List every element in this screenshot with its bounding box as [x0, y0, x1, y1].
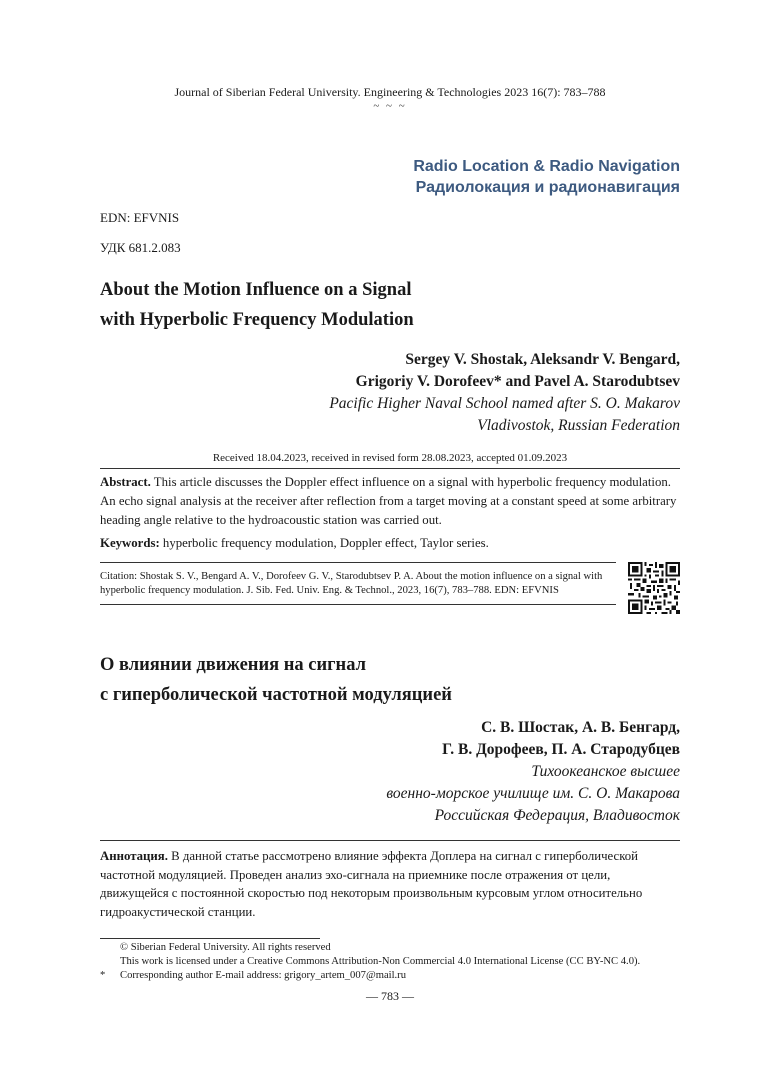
footnote-license: This work is licensed under a Creative Commons Attribution-Non Commercial 4.0 International License (CC BY-NC 4.0). — [120, 956, 641, 967]
header-ornament: ~ ~ ~ — [373, 100, 407, 112]
annotation-label: Аннотация. — [100, 849, 168, 863]
divider — [100, 468, 680, 469]
affiliation-ru-line3: Российская Федерация, Владивосток — [434, 807, 680, 824]
abstract-en — [100, 473, 680, 530]
authors-ru-line1: С. В. Шостак, А. В. Бенгард, — [481, 719, 680, 736]
corresponding-email[interactable]: Corresponding author E-mail address: grigory_artem_007@mail.ru — [120, 970, 407, 981]
udk-id: УДК 681.2.083 — [100, 240, 181, 255]
footnote-asterisk: * — [100, 970, 106, 981]
abstract-text: This article discusses the Doppler effect influence on a signal with hyperbolic frequency modulation. An echo signal analysis at the receiver after reflection from a target moving at a constant speed at some arbitrary heading angle relative to the hydroacoustic station was carried out. — [100, 475, 677, 527]
divider — [100, 840, 680, 841]
keywords-label: Keywords: — [100, 536, 160, 550]
authors-block-ru — [386, 717, 680, 827]
footnote-copyright: © Siberian Federal University. All rights reserved — [120, 942, 331, 953]
annotation-text: В данной статье рассмотрено влияние эффекта Доплера на сигнал с гиперболической частотной модуляцией. Проведен анализ эхо-сигнала на приемнике после отражения от цели, движущейся с постоянной скоростью под некоторым произвольным курсовым углом относительно гидроакустической станции. — [100, 849, 643, 919]
affiliation-ru-line2: военно-морское училище им. С. О. Макарова — [386, 785, 680, 802]
section-title-en: Radio Location & Radio Navigation — [413, 158, 680, 175]
affiliation-en-line1: Pacific Higher Naval School named after S. O. Makarov — [329, 395, 680, 412]
affiliation-en-line2: Vladivostok, Russian Federation — [477, 417, 680, 434]
authors-ru-line2: Г. В. Дорофеев, П. А. Стародубцев — [442, 741, 680, 758]
abstract-label: Abstract. — [100, 475, 151, 489]
section-title-ru: Радиолокация и радионавигация — [415, 179, 680, 196]
abstract-ru — [100, 847, 680, 921]
keywords-en — [100, 534, 680, 553]
title-en-line1: About the Motion Influence on a Signal — [100, 280, 412, 300]
authors-block-en — [329, 349, 680, 437]
footnote-divider — [100, 938, 320, 939]
page-number: — 783 — — [366, 989, 414, 1003]
authors-en-line2: Grigoriy V. Dorofeev* and Pavel A. Starodubtsev — [355, 373, 680, 390]
title-ru-line1: О влиянии движения на сигнал — [100, 655, 367, 675]
citation: Citation: Shostak S. V., Bengard A. V., Dorofeev G. V., Starodubtsev P. A. About the motion influence on a signal with hyperbolic frequency modulation. J. Sib. Fed. Univ. Eng. & Technol., 2023, 16(7), 783–788. EDN: EFVNIS — [100, 571, 603, 596]
footnotes — [100, 941, 700, 983]
received-dates: Received 18.04.2023, received in revised form 28.08.2023, accepted 01.09.2023 — [212, 452, 568, 464]
keywords-text: hyperbolic frequency modulation, Doppler effect, Taylor series. — [159, 536, 489, 550]
edn-id: EDN: EFVNIS — [100, 210, 180, 225]
qr-code-icon[interactable] — [628, 562, 680, 614]
article-title-ru — [100, 650, 680, 710]
authors-en-line1: Sergey V. Shostak, Aleksandr V. Bengard, — [405, 351, 680, 368]
affiliation-ru-line1: Тихоокеанское высшее — [531, 763, 680, 780]
article-title-en — [100, 275, 680, 335]
title-en-line2: with Hyperbolic Frequency Modulation — [100, 310, 414, 330]
title-ru-line2: с гиперболической частотной модуляцией — [100, 685, 452, 705]
divider — [100, 604, 616, 605]
divider — [100, 562, 616, 563]
footnote-corresponding — [100, 969, 700, 983]
journal-header: Journal of Siberian Federal University. Engineering & Technologies 2023 16(7): 783–788 — [174, 85, 606, 99]
